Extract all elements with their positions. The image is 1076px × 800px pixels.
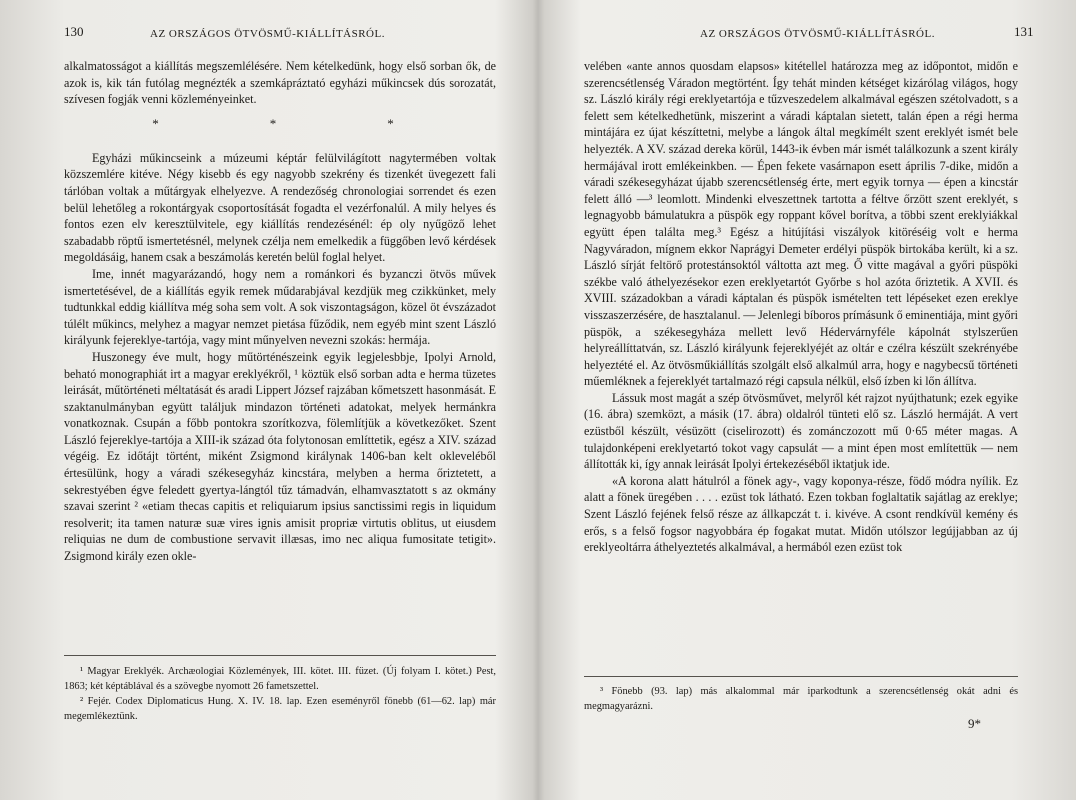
running-header-left: AZ ORSZÁGOS ÖTVÖSMŰ-KIÁLLÍTÁSRÓL. [150, 28, 385, 40]
intro-paragraph: alkalmatosságot a kiállítás megszemlélésére. Nem kételkedünk, hogy első sorban ők, de azok is, kik tán futólag megnézték a szemkápráztató egyházi műkincsek dús sorozatát, szívesen fogják venni közleményeinket. [64, 59, 496, 107]
footnote: ¹ Magyar Ereklyék. Archæologiai Közlemények, III. kötet. III. füzet. (Új folyam I. kötet.) Pest, 1863; két képtáblával és a szövegbe nyomott 26 fametszettel. [64, 666, 496, 692]
page-number-right: 131 [1014, 24, 1034, 39]
paragraph: «A korona alatt hátulról a fönek agy-, vagy koponya-része, födő módra nyílik. Ez alatt a fönek üregében . . . . ezüst tok látható. Ezen tokban foglaltatik sajátlag az ereklye; Szent László fejének felső része az állkapczát t. i. kivéve. A csont rendkívül kemény és erős, s a felső fogsor nagyobbára ép fogakat mutat. Midőn utólszor legújjabban az új ereklyeoltárra áthelyeztetés alkalmával, a hermából ezen ezüst tok [584, 473, 1018, 555]
signature-mark: 9* [968, 716, 981, 731]
footnote-rule [64, 655, 496, 656]
right-page [538, 0, 1076, 800]
footnote-rule [584, 676, 1018, 677]
paragraph: Lássuk most magát a szép ötvösművet, melyről két rajzot nyújthatunk; ezek egyike (16. ábra) szemközt, a másik (17. ábra) oldalról tünteti elő sz. László hermáját. A vert ezüstből készült, vésüzött (ciselirozott) és zománczozott mű 0·65 méter magas. A tulajdonképeni ereklyetartó tokot vagy capsulát — a mint épen most említettük — nem állították ki, így annak leirását Ipolyi értekezéséből iktatjuk ide. [584, 390, 1018, 472]
left-page [0, 0, 528, 800]
paragraph: velében «ante annos quosdam elapsos» kitétellel határozza meg az időpontot, midőn e szerencsétlenség Váradon megtörtént. Így tehát minden kétséget kizárólag világos, hogy sz. László király régi ereklyetartója e tűzveszedelem alkalmával egészen szétolvadott, s a felett sem kételkedhetünk, miszerint a váradi káptalan sietett, talán épen a régi herma mintájára ez újat készíttetni, melybe a lángok által megkímélt szent ereklyét ismét bele helyezték. A XV. század dereka körül, 1443-ik évben már ismét találkozunk a szent király hermájával irott emlékeinkben. — Épen fekete vasárnapon esett április 7-dike, midőn a váradi székesegyházat újabb szerencsétlenség érte, mert egyik tornya — épen a kincstár felett álló —³ leomlott. Mindenki elveszettnek tartotta a féltve őrzött szent ereklyét, s legnagyobb bámulatukra a püspök egy roppant kővel borítva, a többi szent ereklyiákkal együtt épen találta meg.³ Egész a hitújítási viszályok kitöréséig volt e herma Nagyváradon, mígnem ekkor Naprágyi Demeter erdélyi püspök birtokába került, ki a sz. László sírját feltörő protestánsoktól váltotta azt meg. Ő vitte magával a győri püspöki székbe való áthelyezésekor ezen ereklyetartót Győrbe s hol azóta őriztetik. A XVII. és XVIII. századokban a váradi káptalan és püspök ismételten tett lépéseket ezen ereklye visszaszerzésére, de hasztalanul. — Jelenlegi bíboros prímásunk ő eminentiája, mint győri püspök, a székesegyháza mellett levő Hédervárnyféle kápolnát stylszerűen helyreállíttatván, sz. László királyunk fejereklyéjét az oltár e czélra készült szekrényébe helyeztété el. Az ötvösműkiállítás szolgált első alkalmúl arra, hogy e nagybecsű történeti műemléknek a fejereklyét tartalmazó régi capsula nélkül, első ízben ki lőn állítva. [584, 59, 1018, 389]
paragraph: Ime, innét magyarázandó, hogy nem a románkori és byzanczi ötvös művek ismertetésével, de a kiállítás egyik remek műdarabjával kezdjük meg czikkünket, mely tudtunkkal eddig kiállítva még soha sem volt. A sok viszontagságon, közel öt évszázadot túlélt műkincs, melyhez a magyar nemzet pietása fűződik, nem egyéb mint szent László királyunk fejereklye-tartója, vagy mint műnyelven nevezni szokás: hermája. [64, 266, 496, 348]
paragraph: Huszonegy éve mult, hogy műtörténészeink egyik legjelesbbje, Ipolyi Arnold, beható monographiát irt a magyar ereklyékről, ¹ köztük első sorban adta e herma tüzetes leirását, műtörténeti méltatását és aradi Lippert József rajzában kőmetszett hasonmását. E szaktanulmányban együtt találjuk mindazon történeti adatokat, melyek hermánkra vonatkoznak. Csupán a főbb pontokra szorítkozva, fölemlítjük a következőket. Szent László fejereklye-tartója a XIII-ik század óta folytonosan említtetik, egész a XIV. század végéig. Ez időtájt történt, miként Zsigmond királynak 1406-ban kelt okleveléből értesülünk, hogy a váradi székesegyház kincstára, melyben a herma őriztetett, a sekrestyében égve feledett gyertya-lángtól tűz támadván, elhamvasztatott s az okmány szavai szerint ² «etiam thecas capitis et reliquiarum ipsius sanctissimi regis in liquidum resolverit; ita tamen naturæ suæ vires ignis amisit propriæ virtutis oblitus, ut eiusdem reliquias ne dum de combustione servavit illæsas, imo nec aliqua fumositate tetigit». Zsigmond király ezen okle- [64, 349, 496, 564]
running-header-right: AZ ORSZÁGOS ÖTVÖSMŰ-KIÁLLÍTÁSRÓL. [700, 28, 935, 40]
paragraph: Egyházi műkincseink a múzeumi képtár felülvilágított nagytermében voltak közszemlére kitéve. Négy kisebb és egy nagyobb szekrény és tizenkét üvegezett fali tárlóban voltak a műtárgyak elhelyezve. A rendezőség chronologiai sorrendet és ezen belül lehetőleg a rokontárgyak csoportosítását fogadta el vezérfonalúl. A mily helyes és fontos ezen elv keresztülvitele, egy kiállítás rendezésénél: ép oly nyűgöző lehet szabadabb röptű ismertetésnél, melynek czélja nem emelkedik a függőben levő kérdések megoldásáig, hanem csak a beszámolás keretén belül foglal helyet. [64, 150, 496, 265]
section-separator: * * * [152, 115, 448, 131]
left-footnotes [64, 664, 496, 724]
footnote: ³ Fönebb (93. lap) más alkalommal már iparkodtunk a szerencsétlenség okát adni és megmagyarázni. [584, 686, 1018, 712]
page-number-left: 130 [64, 24, 84, 39]
left-body [64, 58, 496, 565]
right-footnotes [584, 684, 1018, 714]
right-body [584, 58, 1018, 556]
footnote: ² Fejér. Codex Diplomaticus Hung. X. IV. 18. lap. Ezen eseményről fönebb (61—62. lap) már megemlékeztünk. [64, 696, 496, 722]
